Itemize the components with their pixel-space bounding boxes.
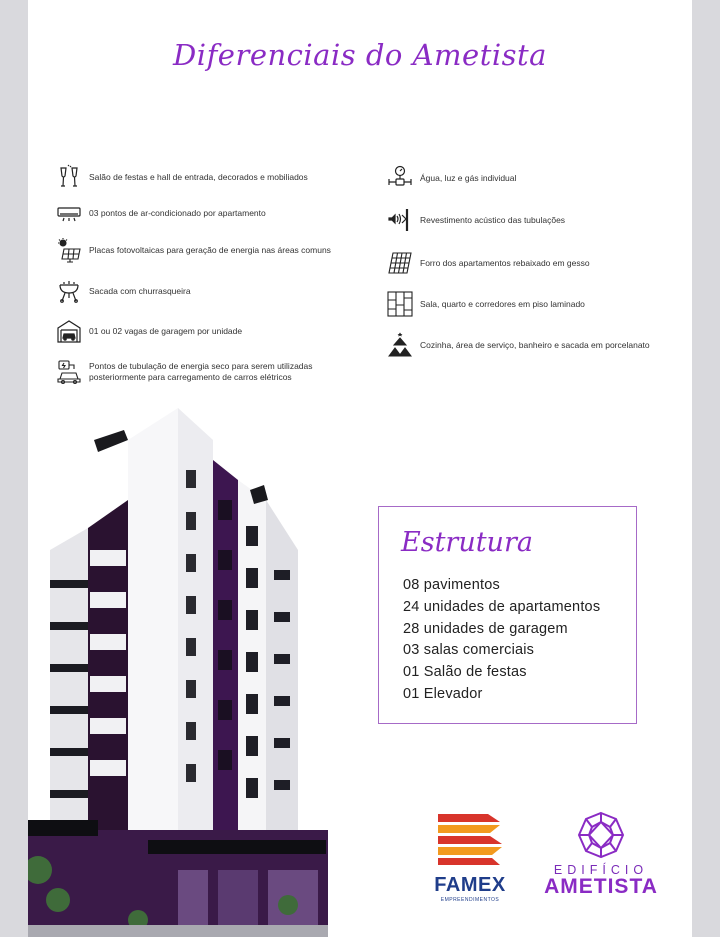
list-item: 03 salas comerciais: [403, 642, 535, 659]
estrutura-list: [403, 575, 600, 706]
garage-icon: [55, 317, 83, 345]
list-item: 24 unidades de apartamentos: [403, 598, 601, 615]
feature-ev-charging: [55, 358, 355, 386]
ametista-label: AMETISTA: [544, 875, 658, 898]
feature-acoustic-lining: [386, 206, 686, 234]
acoustic-wall-icon: [386, 206, 414, 234]
page-title: Diferenciais do Ametista: [173, 38, 547, 72]
feature-individual-utilities: [386, 164, 686, 192]
feature-text: Pontos de tubulação de energia seco para serem utilizadas posteriormente para carregamento de carros elétricos: [89, 361, 313, 382]
list-item: 08 pavimentos: [403, 577, 500, 593]
estrutura-box: [378, 506, 637, 724]
air-conditioner-icon: [55, 199, 83, 227]
feature-barbecue: [55, 277, 355, 305]
meter-valve-icon: [386, 164, 414, 192]
famex-logo: [430, 810, 510, 910]
electric-car-charger-icon: [55, 358, 83, 386]
champagne-glasses-icon: [55, 163, 83, 191]
famex-name: FAMEX: [434, 874, 506, 896]
feature-solar-panels: [55, 236, 375, 264]
feature-porcelain: [386, 331, 692, 359]
feature-garage: [55, 317, 355, 345]
feature-text: Sala, quarto e corredores em piso laminado: [420, 298, 585, 309]
feature-text: Revestimento acústico das tubulações: [420, 214, 566, 225]
gem-icon: [576, 810, 626, 860]
ceiling-tiles-icon: [386, 249, 414, 277]
edificio-label: EDIFÍCIO: [553, 863, 649, 877]
list-item: 28 unidades de garagem: [403, 620, 568, 637]
feature-text: Placas fotovoltaicas para geração de energia nas áreas comuns: [89, 244, 331, 255]
list-item: 01 Salão de festas: [403, 664, 527, 681]
feature-text: 03 pontos de ar-condicionado por apartamento: [89, 207, 266, 218]
feature-text: Água, luz e gás individual: [420, 172, 517, 183]
list-item: 01 Elevador: [403, 685, 483, 702]
feature-text: Cozinha, área de serviço, banheiro e sacada em porcelanato: [420, 339, 650, 350]
famex-subtitle: EMPREENDIMENTOS: [440, 897, 500, 903]
feature-ceiling: [386, 249, 686, 277]
feature-text: Forro dos apartamentos rebaixado em gesso: [420, 257, 590, 268]
building-illustration: [28, 400, 348, 937]
estrutura-heading: Estrutura: [401, 527, 533, 558]
ametista-logo: [526, 808, 676, 908]
famex-chevrons-icon: [430, 810, 510, 870]
brochure-page: [28, 0, 692, 937]
feature-air-conditioning: [55, 199, 355, 227]
laminate-floor-icon: [386, 290, 414, 318]
feature-party-hall: [55, 163, 355, 191]
solar-panel-icon: [55, 236, 83, 264]
feature-text: Salão de festas e hall de entrada, decorados e mobiliados: [89, 171, 308, 182]
feature-text: Sacada com churrasqueira: [89, 285, 191, 296]
feature-text: 01 ou 02 vagas de garagem por unidade: [89, 325, 243, 336]
feature-laminate-floor: [386, 290, 686, 318]
porcelain-tiles-icon: [386, 331, 414, 359]
barbecue-grill-icon: [55, 277, 83, 305]
